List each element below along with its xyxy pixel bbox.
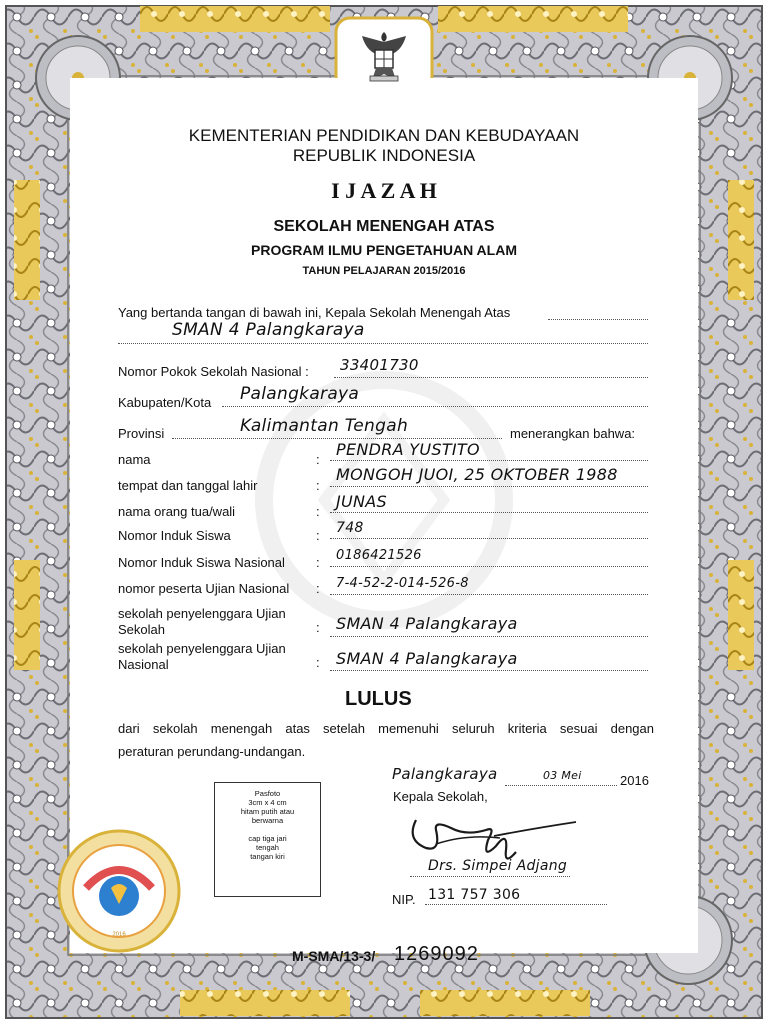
photo-text: cap tiga jari: [248, 834, 287, 843]
dotted-line: [330, 594, 648, 595]
result-text-line-1: dari sekolah menengah atas setelah memenuhi seluruh kriteria sesuai dengan: [118, 721, 654, 736]
intro-text: Yang bertanda tangan di bawah ini, Kepala Sekolah Menengah Atas: [118, 305, 511, 320]
signature-year: 2016: [620, 773, 649, 788]
npsn-label: Nomor Pokok Sekolah Nasional :: [118, 364, 309, 379]
dotted-line: [330, 670, 648, 671]
garuda-emblem-icon: [358, 28, 410, 84]
school-name-value: SMAN 4 Palangkaraya: [172, 320, 365, 340]
ministry-seal-logo: [56, 828, 182, 954]
dotted-line: [222, 406, 648, 407]
npsn-value: 33401730: [340, 356, 419, 374]
provinsi-label: Provinsi: [118, 426, 165, 441]
colon: :: [316, 655, 320, 670]
dotted-line: [330, 636, 648, 637]
peserta-value: 7-4-52-2-014-526-8: [336, 576, 469, 591]
serial-number: 1269092: [394, 943, 479, 965]
signature-place: Palangkaraya: [392, 765, 498, 783]
photo-text: Pasfoto: [254, 789, 281, 798]
us-label-2: Sekolah: [118, 622, 165, 637]
us-label-1: sekolah penyelenggara Ujian: [118, 606, 286, 621]
republic-title: REPUBLIK INDONESIA: [292, 146, 476, 165]
peserta-label: nomor peserta Ujian Nasional: [118, 581, 290, 596]
principal-name: Drs. Simpei Adjang: [428, 858, 568, 874]
un-value: SMAN 4 Palangkaraya: [336, 649, 518, 668]
serial-prefix: M-SMA/13-3/: [292, 948, 376, 964]
dotted-line: [118, 343, 648, 344]
colon: :: [316, 581, 320, 596]
school-level: SEKOLAH MENENGAH ATAS: [273, 218, 495, 235]
photo-text: tangan kiri: [250, 852, 285, 861]
colon: :: [316, 620, 320, 635]
nip-label: NIP.: [392, 892, 416, 907]
dotted-line: [548, 319, 648, 320]
photo-text: berwarna: [251, 816, 284, 825]
nama-value: PENDRA YUSTITO: [336, 440, 480, 459]
seal-year: 2016: [112, 932, 126, 938]
nis-value: 748: [336, 520, 364, 536]
signature-role: Kepala Sekolah,: [393, 789, 488, 804]
nisn-value: 0186421526: [336, 548, 422, 563]
ttl-label: tempat dan tanggal lahir: [118, 478, 258, 493]
dotted-line: [330, 538, 648, 539]
photo-text: tengah: [256, 843, 279, 852]
kabupaten-value: Palangkaraya: [240, 384, 360, 404]
provinsi-value: Kalimantan Tengah: [240, 416, 409, 436]
kabupaten-label: Kabupaten/Kota: [118, 395, 212, 410]
dotted-line: [330, 486, 648, 487]
us-value: SMAN 4 Palangkaraya: [336, 614, 518, 633]
un-label-1: sekolah penyelenggara Ujian: [118, 641, 286, 656]
dotted-line: [172, 438, 502, 439]
academic-year: TAHUN PELAJARAN 2015/2016: [302, 265, 466, 277]
nis-label: Nomor Induk Siswa: [118, 528, 231, 543]
nisn-label: Nomor Induk Siswa Nasional: [118, 555, 285, 570]
colon: :: [316, 452, 320, 467]
ministry-title: KEMENTERIAN PENDIDIKAN DAN KEBUDAYAAN: [188, 126, 580, 145]
photo-placeholder: [214, 782, 321, 897]
dotted-line: [330, 460, 648, 461]
nip-value: 131 757 306: [428, 887, 521, 903]
dotted-line: [410, 876, 570, 877]
result-text-line-2: peraturan perundang-undangan.: [118, 744, 306, 759]
signature-date: 03 Mei: [543, 769, 582, 782]
dotted-line: [330, 566, 648, 567]
result-status: LULUS: [345, 688, 412, 710]
colon: :: [316, 528, 320, 543]
ttl-value: MONGOH JUOI, 25 OKTOBER 1988: [336, 465, 618, 484]
program-name: PROGRAM ILMU PENGETAHUAN ALAM: [251, 242, 517, 258]
colon: :: [316, 555, 320, 570]
colon: :: [316, 478, 320, 493]
ortu-value: JUNAS: [336, 492, 387, 511]
dotted-line: [334, 377, 648, 378]
colon: :: [316, 504, 320, 519]
dotted-line: [505, 785, 617, 786]
dotted-line: [425, 904, 607, 905]
dotted-line: [330, 512, 648, 513]
ortu-label: nama orang tua/wali: [118, 504, 236, 519]
document-title: I J A Z A H: [331, 178, 437, 203]
photo-text: hitam putih atau: [240, 807, 295, 816]
nama-label: nama: [118, 452, 151, 467]
menerangkan-text: menerangkan bahwa:: [510, 426, 636, 441]
un-label-2: Nasional: [118, 657, 169, 672]
photo-text: 3cm x 4 cm: [248, 798, 287, 807]
